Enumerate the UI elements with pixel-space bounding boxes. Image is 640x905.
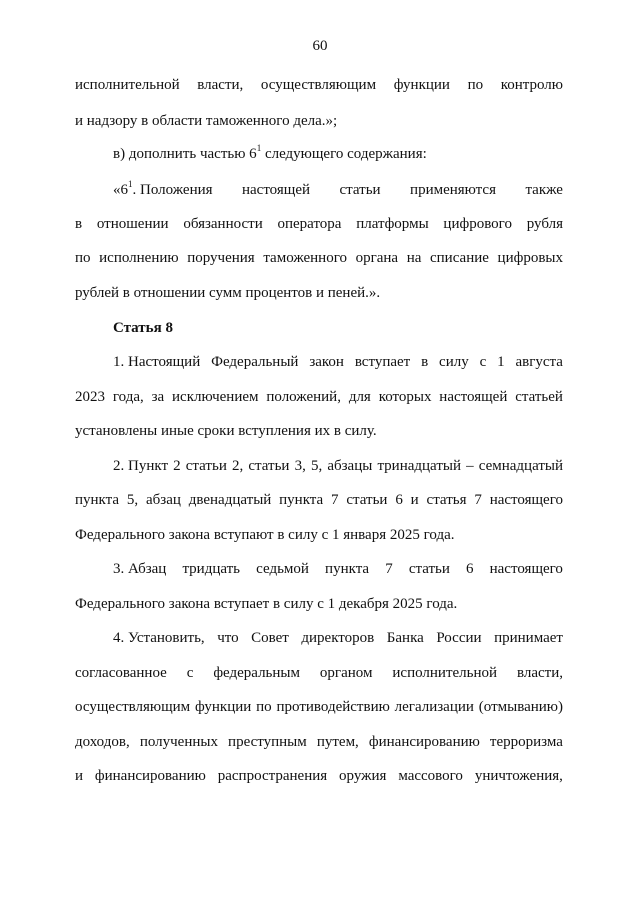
- word: августа: [515, 354, 563, 370]
- word: цифрового: [443, 216, 512, 232]
- word: федеральным: [213, 665, 300, 681]
- item2-line-3: Федерального закона вступают в силу с 1 января 2025 года.: [75, 527, 455, 543]
- word: 2: [173, 458, 181, 474]
- p3-line-1: [113, 180, 563, 200]
- word: 2,: [231, 458, 244, 474]
- word: контролю: [500, 77, 563, 93]
- word: 6: [395, 492, 403, 508]
- word: власти,: [197, 77, 244, 93]
- word: Совет: [251, 630, 289, 646]
- word: списание: [430, 250, 489, 266]
- word: директоров: [301, 630, 375, 646]
- p3-superscript: 1: [128, 179, 133, 189]
- word: Банка: [386, 630, 424, 646]
- word: пункта: [325, 561, 370, 577]
- item4-line-4: [75, 732, 563, 752]
- word: статья: [426, 492, 467, 508]
- word: поручения: [187, 250, 255, 266]
- word: 3. Абзац: [113, 561, 167, 577]
- item4-line-2: [75, 663, 563, 683]
- word: осуществляющим: [75, 699, 191, 715]
- word: настоящего: [489, 492, 563, 508]
- item3-line-1: [113, 559, 563, 579]
- p3-lead: [113, 180, 213, 200]
- word: закон: [309, 354, 344, 370]
- word: семнадцатый: [478, 458, 563, 474]
- word: и: [75, 768, 84, 784]
- p1-line-1: [75, 75, 563, 95]
- word: статьи: [248, 458, 290, 474]
- word: в: [75, 216, 83, 232]
- word: отношении: [96, 216, 169, 232]
- word: положений,: [266, 389, 341, 405]
- word: оружия: [339, 768, 387, 784]
- item1-line-1: [113, 352, 563, 372]
- word: абзац: [145, 492, 181, 508]
- word: противодействию: [276, 699, 390, 715]
- word: принимает: [494, 630, 563, 646]
- word: статьи: [346, 492, 388, 508]
- word: 1: [497, 354, 505, 370]
- word: с: [479, 354, 487, 370]
- word: доходов,: [75, 734, 130, 750]
- word: функции: [393, 77, 450, 93]
- p3-word: настоящей: [241, 182, 311, 198]
- word: в: [421, 354, 429, 370]
- word: –: [466, 458, 474, 474]
- word: двенадцатый: [188, 492, 272, 508]
- word: 2. Пункт: [113, 458, 169, 474]
- word: статьей: [515, 389, 563, 405]
- word: органа: [355, 250, 399, 266]
- word: тридцать: [182, 561, 241, 577]
- word: настоящего: [489, 561, 563, 577]
- word: оператора: [277, 216, 342, 232]
- word: с: [186, 665, 194, 681]
- item2-line-1: [113, 456, 563, 476]
- word: 1. Настоящий: [113, 354, 201, 370]
- word: финансированию: [94, 768, 206, 784]
- item4-line-3: [75, 697, 563, 717]
- word: и: [410, 492, 419, 508]
- word: 7: [474, 492, 482, 508]
- word: что: [217, 630, 239, 646]
- word: 7: [331, 492, 339, 508]
- word: власти,: [516, 665, 563, 681]
- word: Федеральный: [211, 354, 299, 370]
- item4-line-1: [113, 628, 563, 648]
- p2-superscript: 1: [256, 143, 262, 153]
- p3-line-4: рублей в отношении сумм процентов и пеней.».: [75, 285, 381, 301]
- word: путем,: [316, 734, 359, 750]
- word: обязанности: [183, 216, 263, 232]
- word: (отмыванию): [478, 699, 563, 715]
- word: по: [256, 699, 272, 715]
- word: платформы: [356, 216, 429, 232]
- word: года,: [112, 389, 144, 405]
- word: 3,: [294, 458, 306, 474]
- p1-line-2: и надзору в области таможенного дела.»;: [75, 113, 338, 129]
- item1-line-3: установлены иные сроки вступления их в силу.: [75, 423, 377, 439]
- word: силу: [439, 354, 469, 370]
- word: настоящей: [439, 389, 508, 405]
- word: исполнительной: [392, 665, 498, 681]
- word: по: [75, 250, 91, 266]
- word: за: [151, 389, 165, 405]
- word: распространения: [217, 768, 328, 784]
- p2-line-1: [113, 144, 601, 164]
- word: массового: [398, 768, 463, 784]
- word: 6: [466, 561, 474, 577]
- word: для: [348, 389, 371, 405]
- word: России: [436, 630, 482, 646]
- word: цифровых: [497, 250, 563, 266]
- p2-text: в) дополнить частью 6: [113, 146, 257, 162]
- word: рубля: [526, 216, 563, 232]
- word: терроризма: [489, 734, 563, 750]
- word: абзацы: [327, 458, 373, 474]
- word: 5,: [126, 492, 139, 508]
- word: согласованное: [75, 665, 167, 681]
- word: исполнительной: [75, 77, 180, 93]
- word: пункта: [75, 492, 120, 508]
- p3-lead-after: . Положения: [132, 182, 213, 198]
- word: 5,: [310, 458, 323, 474]
- p3-line-3: [75, 248, 563, 268]
- word: функции: [195, 699, 252, 715]
- word: органом: [319, 665, 373, 681]
- p3-word: также: [525, 182, 563, 198]
- word: 4. Установить,: [113, 630, 205, 646]
- word: на: [406, 250, 422, 266]
- word: осуществляющим: [260, 77, 377, 93]
- word: исключением: [172, 389, 259, 405]
- p3-word: статьи: [339, 182, 381, 198]
- item1-line-2: [75, 387, 563, 407]
- article-heading: Статья 8: [113, 320, 173, 336]
- item3-line-2: Федерального закона вступает в силу с 1 декабря 2025 года.: [75, 596, 458, 612]
- word: пункта: [279, 492, 324, 508]
- word: 7: [385, 561, 393, 577]
- word: финансированию: [368, 734, 480, 750]
- word: 2023: [75, 389, 105, 405]
- p3-line-2: [75, 214, 563, 234]
- item2-line-2: [75, 490, 563, 510]
- word: вступает: [354, 354, 411, 370]
- p3-word: применяются: [410, 182, 496, 198]
- word: тринадцатый: [377, 458, 461, 474]
- word: исполнению: [99, 250, 179, 266]
- p3-lead-text: «6: [113, 182, 128, 198]
- word: по: [467, 77, 484, 93]
- word: статьи: [408, 561, 450, 577]
- word: статьи: [185, 458, 227, 474]
- word: седьмой: [256, 561, 309, 577]
- word: преступным: [228, 734, 307, 750]
- item4-line-5: [75, 766, 563, 786]
- p2-text-tail: следующего содержания:: [261, 146, 427, 162]
- word: которых: [378, 389, 432, 405]
- word: уничтожения,: [474, 768, 563, 784]
- word: легализации: [394, 699, 474, 715]
- page-number: 60: [312, 38, 328, 54]
- word: полученных: [139, 734, 218, 750]
- word: таможенного: [263, 250, 347, 266]
